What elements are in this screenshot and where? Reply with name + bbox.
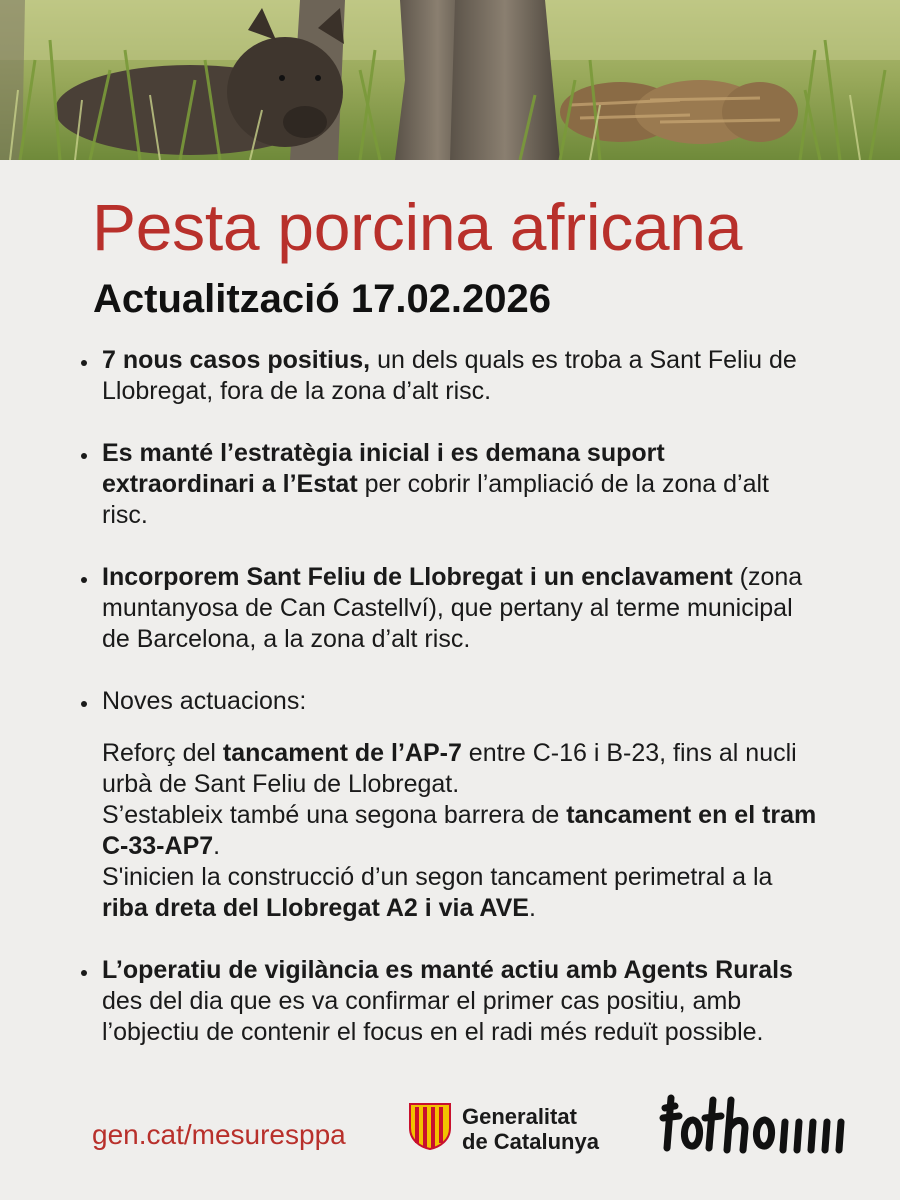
gen-line-2: de Catalunya <box>462 1129 599 1154</box>
list-item <box>80 562 820 655</box>
page-title: Pesta porcina africana <box>92 190 743 264</box>
list-item <box>80 686 820 924</box>
update-date: Actualització 17.02.2026 <box>93 277 552 321</box>
detail-text: Reforç del <box>102 739 223 767</box>
detail-text: . <box>213 832 221 860</box>
item-text: per cobrir l’ampliació de la zona d’alt risc. <box>102 470 769 529</box>
gen-line-1: Generalitat <box>462 1104 577 1129</box>
list-item <box>80 345 820 407</box>
list-item <box>80 955 820 1048</box>
wild-boar-photo <box>0 0 900 160</box>
item-bold: 7 nous casos positius, <box>102 346 371 374</box>
item-text: Noves actuacions: <box>102 687 307 715</box>
list-item <box>80 438 820 531</box>
generalitat-logo-icon <box>406 1102 454 1150</box>
item-bold: Es manté l’estratègia inicial i es demana suport extraordinari a l’Estat <box>102 439 665 498</box>
detail-bold: tancament en el tram C-33-AP7 <box>102 801 817 860</box>
actions-details <box>102 738 820 924</box>
detail-text: entre C-16 i B-23, fins al nucli urbà de Sant Feliu de Llobregat. <box>102 739 797 798</box>
update-list <box>80 345 820 1048</box>
header-photo <box>0 0 900 160</box>
tothom-logo <box>655 1090 855 1160</box>
item-text: des del dia que es va confirmar el primer cas positiu, amb l’objectiu de contenir el focus en el radi més reduït possible. <box>102 987 764 1046</box>
item-bold: L’operatiu de vigilància es manté actiu amb Agents Rurals <box>102 956 793 984</box>
item-text: un dels quals es troba a Sant Feliu de Llobregat, fora de la zona d’alt risc. <box>102 346 797 405</box>
detail-bold: tancament de l’AP-7 <box>222 739 462 767</box>
detail-text: S’estableix també una segona barrera de <box>102 801 567 829</box>
item-text: (zona muntanyosa de Can Castellví), que pertany al terme municipal de Barcelona, a la zona d’alt risc. <box>102 563 803 653</box>
detail-bold: riba dreta del Llobregat A2 i via AVE <box>102 894 529 922</box>
detail-text: S'inicien la construcció d’un segon tancament perimetral a la <box>102 863 773 891</box>
detail-line <box>102 738 820 800</box>
detail-line <box>102 862 820 924</box>
website-link[interactable]: gen.cat/mesuresppa <box>92 1119 346 1150</box>
detail-line <box>102 800 820 862</box>
detail-text: . <box>528 894 536 922</box>
item-bold: Incorporem Sant Feliu de Llobregat i un enclavament <box>102 563 733 591</box>
generalitat-wordmark <box>462 1104 599 1154</box>
